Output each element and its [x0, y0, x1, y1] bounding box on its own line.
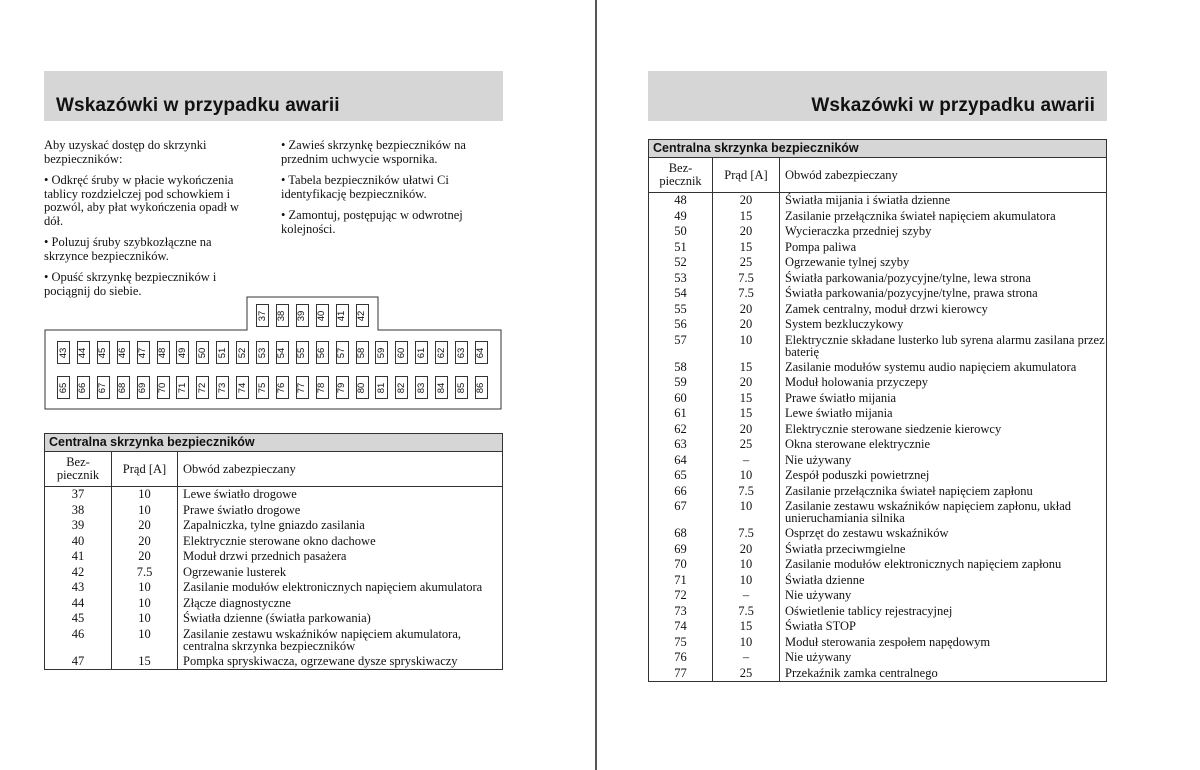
fuse-circuit: Zasilanie zestawu wskaźników napięciem zapłonu, układ unieruchamiania silnika [780, 499, 1107, 526]
fuse-slot [296, 304, 309, 327]
instruction-step: • Tabela bezpieczników ułatwi Ci identyfikację bezpieczników. [281, 174, 501, 201]
instructions-intro: Aby uzyskać dostęp do skrzynki bezpieczników: [44, 138, 207, 166]
fuse-slot [117, 341, 130, 364]
fuse-slot [356, 376, 369, 399]
fuse-circuit: Oświetlenie tablicy rejestracyjnej [780, 604, 1107, 620]
fuse-number: 69 [649, 542, 713, 558]
fuse-slot-label: 63 [455, 347, 467, 358]
fuse-slot [356, 341, 369, 364]
fuse-slot [256, 376, 269, 399]
fuse-amperage: 10 [112, 503, 178, 519]
fuse-slot [137, 341, 150, 364]
column-header-fuse-line1: Bez- [668, 161, 693, 175]
fuse-slot [435, 376, 448, 399]
instruction-step: • Zamontuj, postępując w odwrotnej kolejności. [281, 209, 501, 236]
table-row [649, 209, 1107, 225]
fuse-slot [256, 304, 269, 327]
fuse-number: 66 [649, 484, 713, 500]
table-row [649, 193, 1107, 209]
fuse-slot-label: 65 [57, 382, 69, 393]
fuse-slot [455, 341, 468, 364]
fuse-slot [276, 304, 289, 327]
fuse-number: 61 [649, 406, 713, 422]
fuse-slot-label: 58 [356, 347, 367, 358]
fuse-number: 52 [649, 255, 713, 271]
fuse-slot-label: 69 [137, 382, 149, 393]
fuse-slot [157, 376, 170, 399]
table-row [649, 604, 1107, 620]
fuse-number: 45 [45, 611, 112, 627]
fuse-amperage: 10 [713, 573, 780, 589]
fuse-circuit: Zasilanie modułów systemu audio napięciem akumulatora [780, 360, 1107, 376]
fuse-slot [157, 341, 170, 364]
table-row [649, 375, 1107, 391]
fuse-slot-label: 55 [296, 347, 308, 358]
fuse-slot-label: 64 [475, 347, 487, 358]
right-page [597, 0, 1200, 770]
fuse-circuit: Światła dzienne (światła parkowania) [178, 611, 503, 627]
table-row [649, 468, 1107, 484]
fuse-number: 73 [649, 604, 713, 620]
fuse-amperage: – [713, 588, 780, 604]
fuse-amperage: 7.5 [713, 604, 780, 620]
fuse-amperage: 10 [112, 487, 178, 503]
fuse-slot [375, 341, 388, 364]
fuse-number: 64 [649, 453, 713, 469]
table-row [649, 286, 1107, 302]
instruction-step: • Zawieś skrzynkę bezpieczników na przednim uchwycie wspornika. [281, 139, 501, 166]
fuse-slot [316, 376, 329, 399]
fuse-amperage: 20 [112, 534, 178, 550]
fuse-circuit: Zasilanie modułów elektronicznych napięciem zapłonu [780, 557, 1107, 573]
table-row [649, 499, 1107, 526]
fuse-circuit: Okna sterowane elektrycznie [780, 437, 1107, 453]
column-header-fuse [649, 158, 713, 193]
fuse-number: 60 [649, 391, 713, 407]
table-row [649, 333, 1107, 360]
fuse-circuit: Lewe światło mijania [780, 406, 1107, 422]
column-header-fuse-line1: Bez- [66, 455, 90, 469]
fuse-slot-label: 49 [176, 347, 188, 358]
fuse-amperage: 20 [112, 518, 178, 534]
fuse-slot-label: 76 [276, 382, 288, 393]
fuse-slot [375, 376, 388, 399]
fuse-amperage: 20 [713, 224, 780, 240]
fuse-slot-label: 70 [157, 382, 168, 393]
fuse-number: 48 [649, 193, 713, 209]
fuse-table-left [44, 433, 503, 670]
fuse-slot-label: 61 [415, 347, 427, 358]
instruction-step: • Odkręć śruby w płacie wykończenia tablicy rozdzielczej pod schowkiem i pozwól, aby płat wykończenia opadł w dół. [44, 174, 256, 228]
table-row [649, 650, 1107, 666]
fuse-circuit: Światła przeciwmgielne [780, 542, 1107, 558]
fuse-amperage: 15 [713, 391, 780, 407]
fuse-slot [77, 376, 90, 399]
fuse-slot-label: 50 [196, 347, 208, 358]
fuse-circuit: Osprzęt do zestawu wskaźników [780, 526, 1107, 542]
fuse-number: 39 [45, 518, 112, 534]
table-caption: Centralna skrzynka bezpieczników [649, 140, 1107, 158]
table-row [45, 596, 503, 612]
fuse-circuit: Zasilanie przełącznika świateł napięciem akumulatora [780, 209, 1107, 225]
fuse-number: 59 [649, 375, 713, 391]
fuse-slot-label: 79 [336, 382, 348, 393]
fuse-slot-label: 41 [336, 310, 348, 321]
fuse-slot [336, 304, 349, 327]
fuse-slot-label: 85 [455, 382, 467, 393]
table-row [649, 666, 1107, 682]
table-row [45, 518, 503, 534]
fuse-number: 50 [649, 224, 713, 240]
fuse-circuit: Złącze diagnostyczne [178, 596, 503, 612]
fuse-slot-label: 75 [256, 382, 268, 393]
fuse-number: 42 [45, 565, 112, 581]
fuse-amperage: – [713, 453, 780, 469]
fuse-number: 57 [649, 333, 713, 360]
fuse-slot [276, 376, 289, 399]
fuse-circuit: Zapalniczka, tylne gniazdo zasilania [178, 518, 503, 534]
fuse-circuit: Pompka spryskiwacza, ogrzewane dysze spryskiwaczy [178, 654, 503, 670]
fuse-slot [117, 376, 130, 399]
fuse-circuit: Światła STOP [780, 619, 1107, 635]
fuse-slot [316, 341, 329, 364]
fuse-circuit: Prawe światło mijania [780, 391, 1107, 407]
fuse-slot-label: 45 [97, 347, 109, 358]
fuse-amperage: 20 [713, 422, 780, 438]
fuse-amperage: 15 [112, 654, 178, 670]
column-header-amp: Prąd [A] [112, 452, 178, 487]
fuse-number: 74 [649, 619, 713, 635]
fuse-slot-label: 74 [236, 382, 248, 393]
fuse-slot-label: 54 [276, 347, 288, 358]
fuse-slot [57, 341, 70, 364]
table-row [649, 557, 1107, 573]
fuse-number: 38 [45, 503, 112, 519]
fuse-amperage: – [713, 650, 780, 666]
table-row [649, 526, 1107, 542]
fuse-slot [395, 341, 408, 364]
fuse-slot [395, 376, 408, 399]
fuse-amperage: 7.5 [713, 526, 780, 542]
fuse-circuit: Zasilanie modułów elektronicznych napięciem akumulatora [178, 580, 503, 596]
fuse-slot-label: 84 [435, 382, 447, 393]
table-row [45, 549, 503, 565]
table-row [649, 240, 1107, 256]
fuse-circuit: Światła mijania i światła dzienne [780, 193, 1107, 209]
fuse-slot [415, 341, 428, 364]
fuse-number: 37 [45, 487, 112, 503]
fuse-amperage: 25 [713, 255, 780, 271]
fuse-amperage: 15 [713, 209, 780, 225]
fuse-circuit: Zespół poduszki powietrznej [780, 468, 1107, 484]
fuse-slot-label: 51 [216, 347, 228, 358]
table-row [45, 534, 503, 550]
section-header-left [44, 71, 503, 121]
fuse-number: 76 [649, 650, 713, 666]
fuse-circuit: Nie używany [780, 453, 1107, 469]
table-row [45, 611, 503, 627]
table-row [649, 255, 1107, 271]
fuse-slot-label: 82 [395, 382, 407, 393]
fuse-slot [137, 376, 150, 399]
fuse-slot-label: 71 [176, 382, 188, 393]
fuse-slot [176, 376, 189, 399]
fuse-circuit: Nie używany [780, 588, 1107, 604]
fuse-number: 75 [649, 635, 713, 651]
fuse-slot [475, 341, 488, 364]
fuse-circuit: Nie używany [780, 650, 1107, 666]
fuse-slot-label: 78 [316, 382, 328, 393]
fuse-circuit: Zasilanie przełącznika świateł napięciem zapłonu [780, 484, 1107, 500]
instruction-step: • Opuść skrzynkę bezpieczników i pociągnij do siebie. [44, 271, 256, 298]
fuse-number: 44 [45, 596, 112, 612]
table-row [649, 317, 1107, 333]
fuse-slot [216, 341, 229, 364]
fuse-slot-label: 83 [415, 382, 427, 393]
fuse-circuit: Wycieraczka przedniej szyby [780, 224, 1107, 240]
fuse-slot [236, 341, 249, 364]
fuse-slot [356, 304, 369, 327]
fuse-circuit: Ogrzewanie lusterek [178, 565, 503, 581]
fuse-slot-label: 37 [256, 310, 268, 321]
table-row [649, 588, 1107, 604]
fuse-circuit: Elektrycznie sterowane okno dachowe [178, 534, 503, 550]
column-header-circuit: Obwód zabezpieczany [178, 452, 503, 487]
instructions-column-1 [44, 139, 256, 306]
fuse-amperage: 10 [713, 333, 780, 360]
fuse-slot [97, 341, 110, 364]
fuse-circuit: Pompa paliwa [780, 240, 1107, 256]
fuse-circuit: Światła parkowania/pozycyjne/tylne, lewa strona [780, 271, 1107, 287]
fuse-amperage: 10 [713, 499, 780, 526]
fuse-slot-label: 46 [117, 347, 129, 358]
fuse-amperage: 10 [112, 611, 178, 627]
fuse-circuit: Zasilanie zestawu wskaźników napięciem akumulatora, centralna skrzynka bezpieczników [178, 627, 503, 654]
fuse-number: 77 [649, 666, 713, 682]
fuse-amperage: 7.5 [713, 484, 780, 500]
table-row [45, 503, 503, 519]
instruction-step: • Poluzuj śruby szybkozłączne na skrzynce bezpieczników. [44, 236, 256, 263]
fuse-slot-label: 81 [375, 382, 387, 393]
column-header-amp: Prąd [A] [713, 158, 780, 193]
fuse-slot-label: 53 [256, 347, 268, 358]
fuse-number: 58 [649, 360, 713, 376]
fuse-slot [196, 376, 209, 399]
table-row [649, 437, 1107, 453]
fuse-number: 63 [649, 437, 713, 453]
fuse-slot [57, 376, 70, 399]
fuse-number: 62 [649, 422, 713, 438]
fuse-slot [316, 304, 329, 327]
fuse-amperage: 20 [112, 549, 178, 565]
fuse-slot-label: 47 [137, 347, 149, 358]
fuse-number: 40 [45, 534, 112, 550]
fuse-amperage: 15 [713, 360, 780, 376]
fuse-circuit: System bezkluczykowy [780, 317, 1107, 333]
fuse-amperage: 10 [112, 596, 178, 612]
left-page [0, 0, 595, 770]
fuse-circuit: Prawe światło drogowe [178, 503, 503, 519]
fuse-amperage: 20 [713, 375, 780, 391]
fuse-slot [216, 376, 229, 399]
fuse-slot-label: 68 [117, 382, 129, 393]
fuse-amperage: 25 [713, 437, 780, 453]
fuse-slot [256, 341, 269, 364]
fuse-amperage: 10 [713, 468, 780, 484]
fuse-slot-label: 77 [296, 382, 308, 393]
table-row [649, 542, 1107, 558]
fuse-slot-label: 38 [276, 310, 288, 321]
fuse-circuit: Lewe światło drogowe [178, 487, 503, 503]
fuse-number: 55 [649, 302, 713, 318]
fuse-amperage: 15 [713, 240, 780, 256]
fuse-table-right [648, 139, 1107, 682]
table-row [649, 391, 1107, 407]
table-row [45, 565, 503, 581]
fuse-amperage: 7.5 [112, 565, 178, 581]
fuse-slot-label: 43 [57, 347, 69, 358]
table-row [649, 635, 1107, 651]
fuse-slot-label: 86 [475, 382, 487, 393]
fuse-circuit: Ogrzewanie tylnej szyby [780, 255, 1107, 271]
fuse-slot-label: 60 [395, 347, 407, 358]
fuse-slot [336, 376, 349, 399]
table-row [45, 580, 503, 596]
table-caption: Centralna skrzynka bezpieczników [45, 434, 503, 452]
fuse-slot [77, 341, 90, 364]
fuse-slot [475, 376, 488, 399]
fuse-circuit: Światła parkowania/pozycyjne/tylne, prawa strona [780, 286, 1107, 302]
fuse-slot-label: 73 [216, 382, 228, 393]
fuse-slot [296, 376, 309, 399]
fuse-number: 65 [649, 468, 713, 484]
fuse-amperage: 20 [713, 193, 780, 209]
fuse-slot [296, 341, 309, 364]
fuse-circuit: Elektrycznie składane lusterko lub syrena alarmu zasilana przez baterię [780, 333, 1107, 360]
fuse-slot-label: 72 [196, 382, 208, 393]
table-row [45, 627, 503, 654]
table-row [649, 484, 1107, 500]
fuse-number: 41 [45, 549, 112, 565]
table-row [649, 302, 1107, 318]
fuse-amperage: 10 [713, 635, 780, 651]
column-header-fuse-line2: piecznik [56, 468, 100, 482]
fuse-amperage: 10 [112, 580, 178, 596]
fuse-circuit: Moduł drzwi przednich pasażera [178, 549, 503, 565]
fuse-number: 46 [45, 627, 112, 654]
fuse-slot [236, 376, 249, 399]
section-header-right [648, 71, 1107, 121]
fuse-slot-label: 39 [296, 310, 308, 321]
table-row [45, 654, 503, 670]
fuse-amperage: 15 [713, 619, 780, 635]
fuse-number: 67 [649, 499, 713, 526]
fuse-slot-label: 56 [316, 347, 328, 358]
table-row [649, 619, 1107, 635]
table-row [649, 271, 1107, 287]
fuse-circuit: Światła dzienne [780, 573, 1107, 589]
fuse-number: 71 [649, 573, 713, 589]
fuse-circuit: Przekaźnik zamka centralnego [780, 666, 1107, 682]
fuse-number: 53 [649, 271, 713, 287]
table-row [649, 224, 1107, 240]
fuse-number: 72 [649, 588, 713, 604]
fuse-slot-label: 42 [356, 310, 367, 321]
table-row [649, 573, 1107, 589]
table-row [649, 406, 1107, 422]
fuse-number: 47 [45, 654, 112, 670]
fuse-number: 68 [649, 526, 713, 542]
fuse-circuit: Moduł holowania przyczepy [780, 375, 1107, 391]
fuse-slot-label: 52 [236, 347, 248, 358]
column-header-fuse [45, 452, 112, 487]
fuse-amperage: 20 [713, 302, 780, 318]
fuse-slot-label: 66 [77, 382, 89, 393]
fuse-slot [97, 376, 110, 399]
table-row [649, 453, 1107, 469]
table-row [649, 422, 1107, 438]
fuse-circuit: Zamek centralny, moduł drzwi kierowcy [780, 302, 1107, 318]
column-header-fuse-line2: piecznik [659, 174, 702, 188]
column-header-circuit: Obwód zabezpieczany [780, 158, 1107, 193]
fuse-slot-label: 40 [316, 310, 328, 321]
fuse-number: 56 [649, 317, 713, 333]
fuse-amperage: 7.5 [713, 271, 780, 287]
fuse-slot-label: 48 [157, 347, 168, 358]
fuse-slot-label: 44 [77, 347, 89, 358]
fuse-slot [196, 341, 209, 364]
fuse-slot-label: 80 [356, 382, 367, 393]
section-title: Wskazówki w przypadku awarii [811, 95, 1095, 116]
fuse-slot [415, 376, 428, 399]
fuse-slot [455, 376, 468, 399]
table-row [649, 360, 1107, 376]
fuse-number: 70 [649, 557, 713, 573]
fuse-slot [276, 341, 289, 364]
fuse-slot-label: 62 [435, 347, 447, 358]
fuse-box-diagram [44, 296, 502, 410]
fuse-number: 43 [45, 580, 112, 596]
fuse-amperage: 10 [112, 627, 178, 654]
fuse-box-outline [44, 296, 502, 410]
instructions-column-2 [281, 139, 501, 244]
fuse-number: 54 [649, 286, 713, 302]
fuse-amperage: 20 [713, 317, 780, 333]
fuse-amperage: 7.5 [713, 286, 780, 302]
fuse-slot-label: 59 [375, 347, 387, 358]
fuse-amperage: 15 [713, 406, 780, 422]
table-row [45, 487, 503, 503]
fuse-slot [435, 341, 448, 364]
fuse-amperage: 20 [713, 542, 780, 558]
fuse-slot-label: 57 [336, 347, 348, 358]
fuse-amperage: 25 [713, 666, 780, 682]
fuse-circuit: Elektrycznie sterowane siedzenie kierowcy [780, 422, 1107, 438]
fuse-amperage: 10 [713, 557, 780, 573]
fuse-slot [336, 341, 349, 364]
fuse-circuit: Moduł sterowania zespołem napędowym [780, 635, 1107, 651]
fuse-slot-label: 67 [97, 382, 109, 393]
fuse-slot [176, 341, 189, 364]
fuse-number: 49 [649, 209, 713, 225]
fuse-number: 51 [649, 240, 713, 256]
section-title: Wskazówki w przypadku awarii [56, 95, 340, 116]
